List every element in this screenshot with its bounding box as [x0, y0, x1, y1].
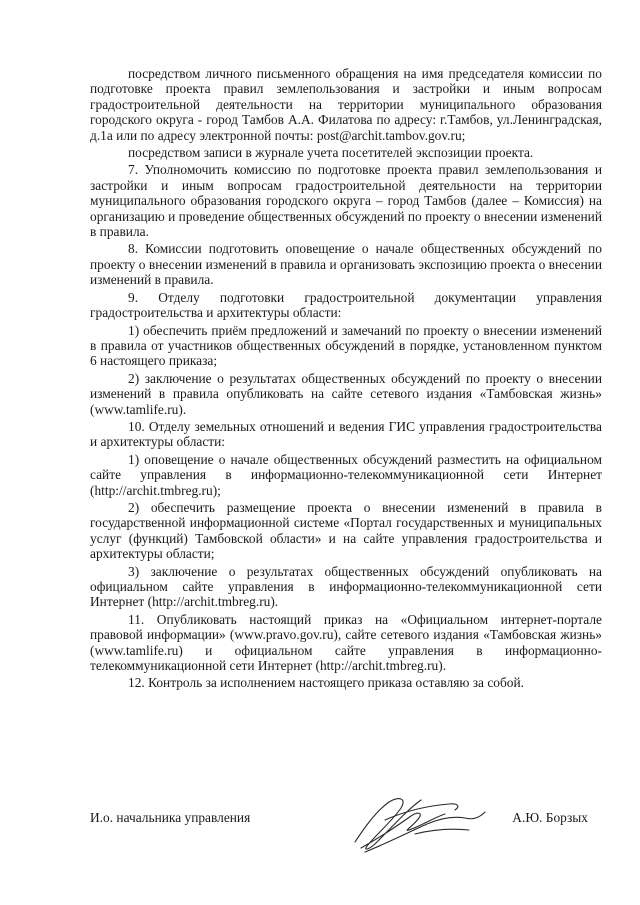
- paragraph-item-8: 8. Комиссии подготовить оповещение о начале общественных обсуждений по проекту о внесении изменений в правила и организовать экспозицию проекта о внесении изменений в правила.: [90, 241, 602, 288]
- paragraph-item-7: 7. Уполномочить комиссию по подготовке проекта правил землепользования и застройки и иным вопросам градостроительной деятельности на территории муниципального образования городского округа – город Тамбов (далее – Комиссия) на организацию и проведение общественных обсуждений по проекту о внесении изменений в правила.: [90, 162, 602, 240]
- paragraph-item-9-1: 1) обеспечить приём предложений и замечаний по проекту о внесении изменений в правила от участников общественных обсуждений в порядке, установленном пунктом 6 настоящего приказа;: [90, 322, 602, 369]
- paragraph-item-12: 12. Контроль за исполнением настоящего приказа оставляю за собой.: [128, 675, 524, 691]
- signature-block: [90, 806, 602, 846]
- signer-position: И.о. начальника управления: [90, 810, 251, 825]
- paragraph-item-9: 9. Отделу подготовки градостроительной документации управления градостроительства и архитектуры области:: [90, 289, 602, 321]
- paragraph-visitor-journal: посредством записи в журнале учета посетителей экспозиции проекта.: [128, 145, 534, 161]
- paragraph-item-10-1: 1) оповещение о начале общественных обсуждений разместить на официальном сайте управления в информационно-телекоммуникационной сети Интернет (http://archit.tmbreg.ru);: [90, 451, 602, 498]
- handwritten-signature: [345, 790, 495, 856]
- paragraph-item-10-2: 2) обеспечить размещение проекта о внесении изменений в правила в государственной информационной системе «Портал государственных и муниципальных услуг (функций) Тамбовской области» и на сайте управления градостроительства и архитектуры области;: [90, 499, 602, 562]
- paragraph-item-11: 11. Опубликовать настоящий приказ на «Официальном интернет-портале правовой информации» (www.pravo.gov.ru), сайте сетевого издания «Тамбовская жизнь» (www.tamlife.ru) и официальном сайте управления в информационно-телекоммуникационной сети Интернет (http://archit.tmbreg.ru).: [90, 611, 602, 674]
- document-body: [90, 66, 602, 691]
- signer-name: А.Ю. Борзых: [512, 810, 588, 825]
- paragraph-item-10-3: 3) заключение о результатах общественных обсуждений опубликовать на официальном сайте управления в информационно-телекоммуникационной сети Интернет (http://archit.tmbreg.ru).: [90, 563, 602, 610]
- paragraph-item-10: 10. Отделу земельных отношений и ведения ГИС управления градостроительства и архитектуры области:: [90, 418, 602, 450]
- paragraph-item-9-2: 2) заключение о результатах общественных обсуждений по проекту о внесении изменений в правила опубликовать на сайте сетевого издания «Тамбовская жизнь» (www.tamlife.ru).: [90, 370, 602, 417]
- paragraph-contact-methods: посредством личного письменного обращения на имя председателя комиссии по подготовке проекта правил землепользования и застройки и иным вопросам градостроительной деятельности на территории муниципального образования городского округа - город Тамбов А.А. Филатова по адресу: г.Тамбов, ул.Ленинградская, д.1а или по адресу электронной почты: post@archit.tambov.gov.ru;: [90, 66, 602, 143]
